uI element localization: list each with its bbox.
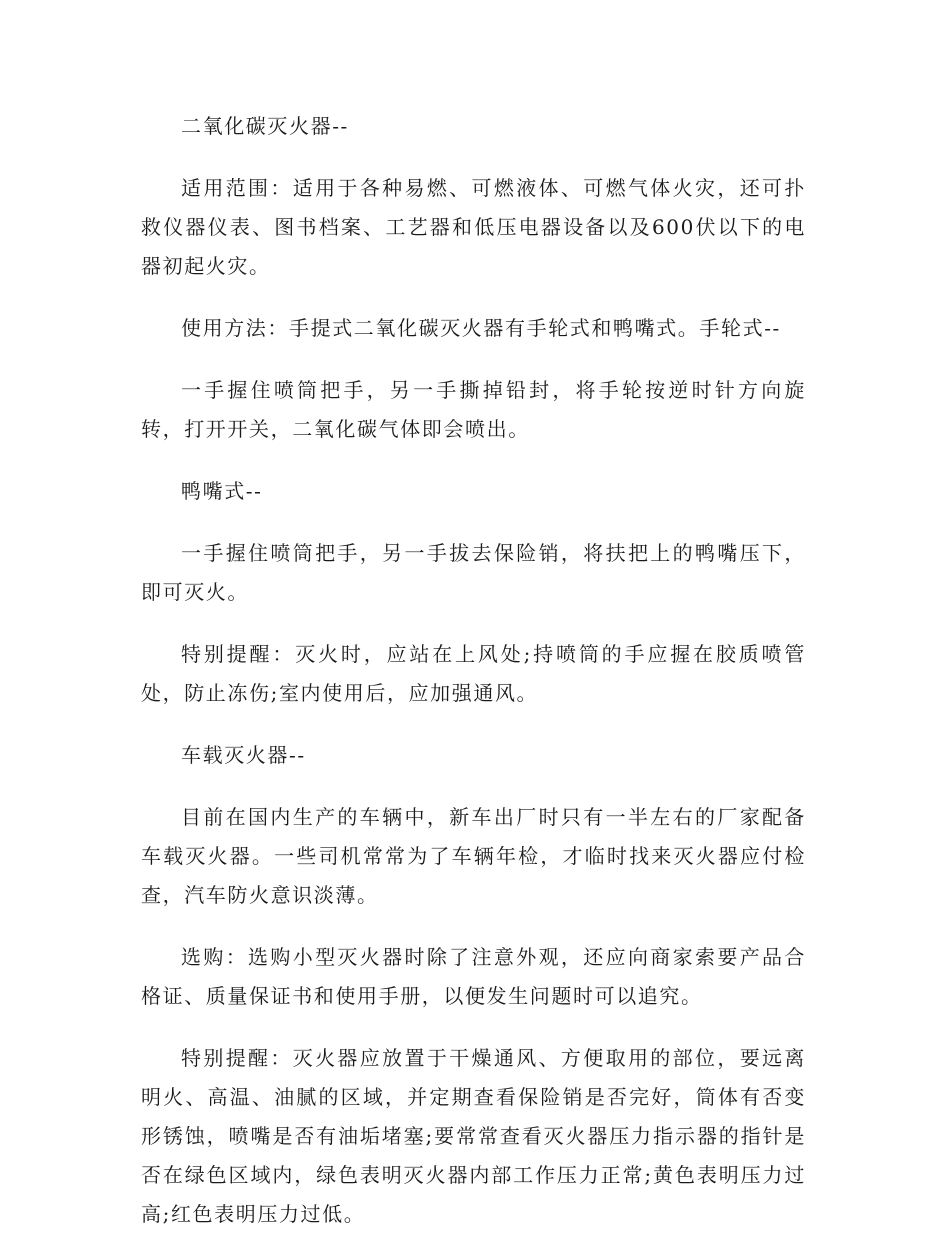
paragraph-handwheel-steps: 一手握住喷筒把手，另一手撕掉铅封，将手轮按逆时针方向旋转，打开开关，二氧化碳气体即会喷出。 xyxy=(141,378,806,441)
paragraph-co2-reminder: 特别提醒：灭火时，应站在上风处;持喷筒的手应握在胶质喷管处，防止冻伤;室内使用后，应加强通风。 xyxy=(141,642,806,705)
paragraph-usage: 使用方法：手提式二氧化碳灭火器有手轮式和鸭嘴式。手轮式-- xyxy=(181,316,781,340)
paragraph-vehicle-intro: 目前在国内生产的车辆中，新车出厂时只有一半左右的厂家配备车载灭火器。一些司机常常为了车辆年检，才临时找来灭火器应付检查，汽车防火意识淡薄。 xyxy=(141,805,806,907)
paragraph-purchase: 选购：选购小型灭火器时除了注意外观，还应向商家索要产品合格证、质量保证书和使用手册，以便发生问题时可以追究。 xyxy=(141,945,806,1008)
heading-co2-extinguisher: 二氧化碳灭火器-- xyxy=(181,114,349,138)
heading-duckbill: 鸭嘴式-- xyxy=(181,479,263,503)
heading-vehicle-extinguisher: 车载灭火器-- xyxy=(181,743,306,767)
paragraph-vehicle-reminder: 特别提醒：灭火器应放置于干燥通风、方便取用的部位，要远离明火、高温、油腻的区域，并定期查看保险销是否完好，筒体有否变形锈蚀，喷嘴是否有油垢堵塞;要常常查看灭火器压力指示器的指针是否在绿色区域内，绿色表明灭火器内部工作压力正常;黄色表明压力过高;红色表明压力过低。 xyxy=(141,1046,806,1226)
paragraph-scope: 适用范围：适用于各种易燃、可燃液体、可燃气体火灾，还可扑救仪器仪表、图书档案、工艺器和低压电器设备以及600伏以下的电器初起火灾。 xyxy=(141,176,806,278)
document-body xyxy=(141,107,806,1257)
paragraph-duckbill-steps: 一手握住喷筒把手，另一手拔去保险销，将扶把上的鸭嘴压下，即可灭火。 xyxy=(141,541,806,604)
